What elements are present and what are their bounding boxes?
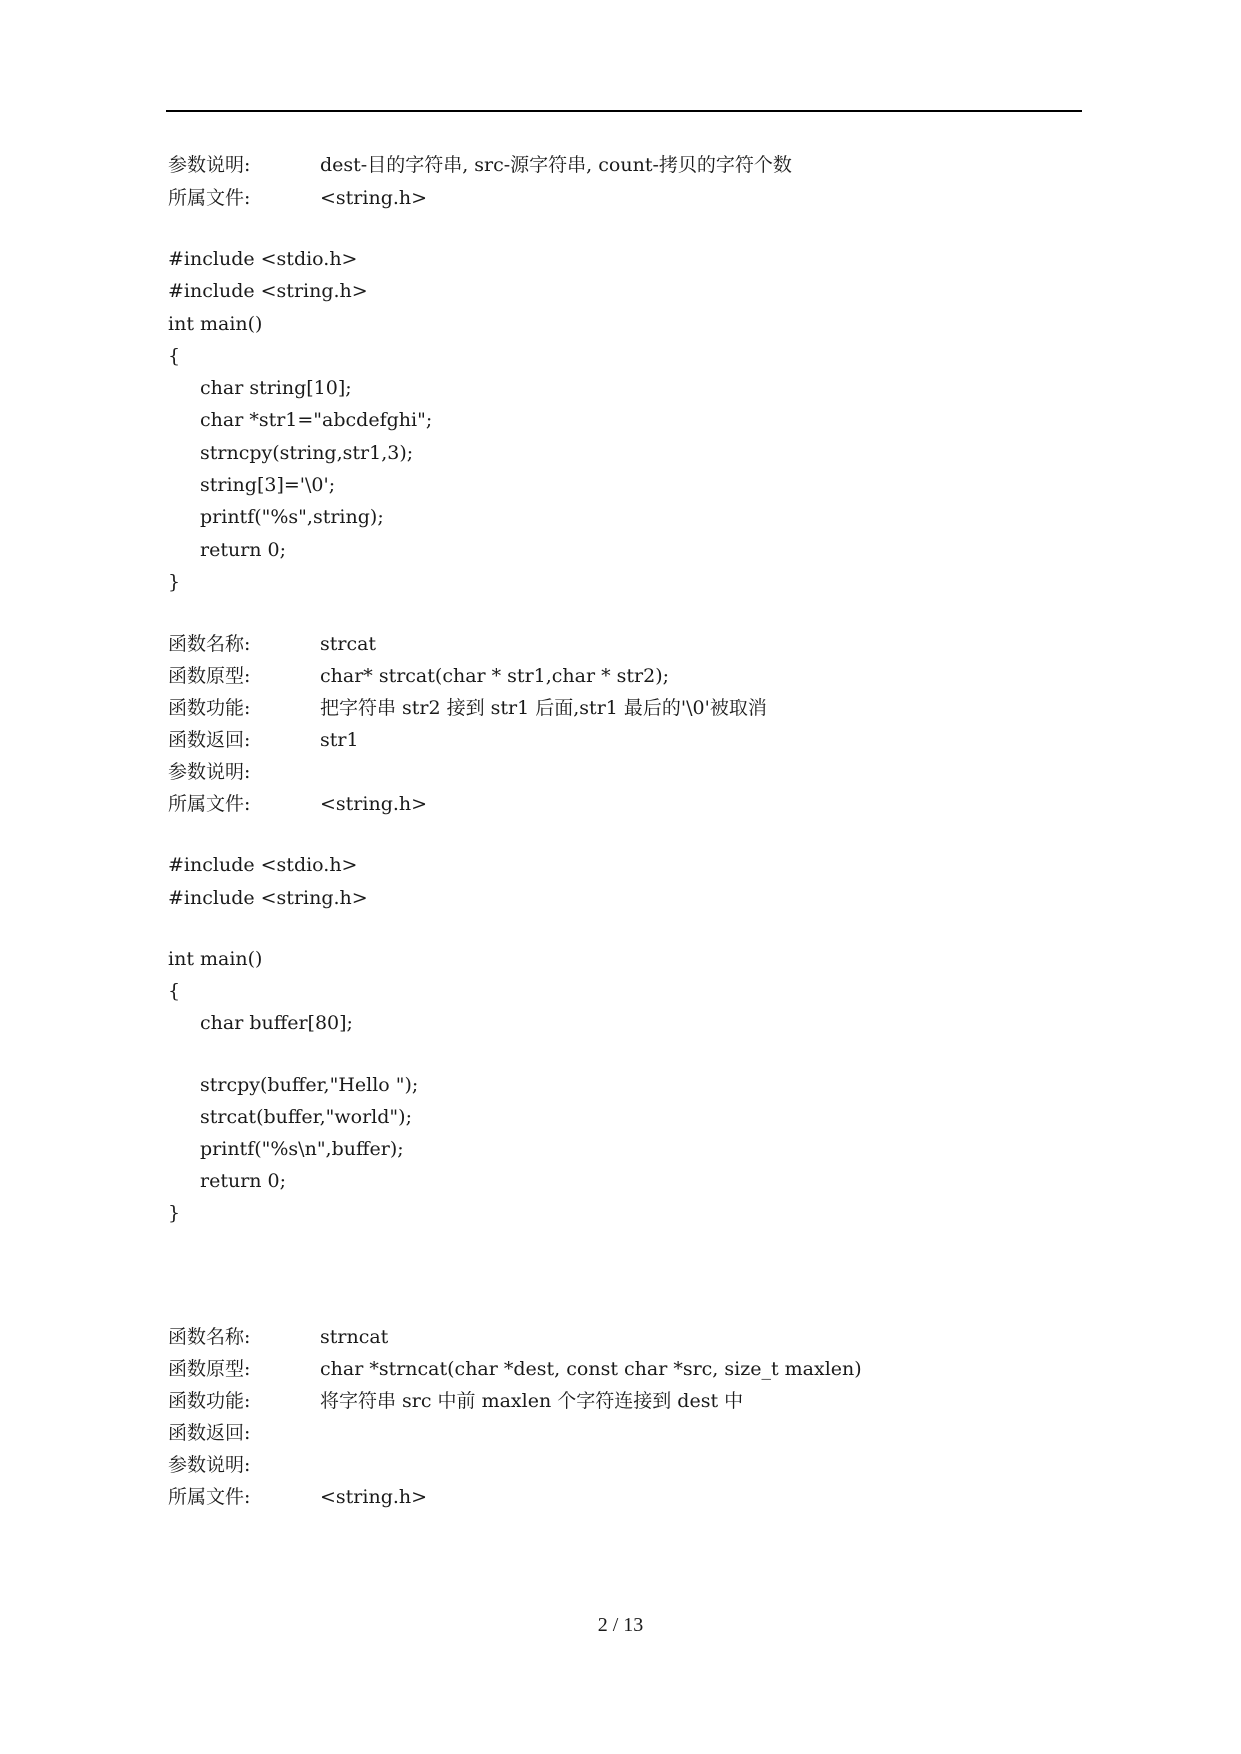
code-line: { bbox=[168, 980, 181, 1002]
ret-label: 函数返回: bbox=[168, 729, 251, 751]
code-line: int main() bbox=[168, 948, 263, 970]
strncat-name-row bbox=[168, 1325, 388, 1349]
code-line: char string[10]; bbox=[200, 377, 352, 399]
code-line: strncpy(string,str1,3); bbox=[200, 442, 414, 464]
func-value: 将字符串 src 中前 maxlen 个字符连接到 dest 中 bbox=[320, 1390, 744, 1412]
name-label: 函数名称: bbox=[168, 633, 251, 655]
code-line: } bbox=[168, 571, 181, 593]
proto-label: 函数原型: bbox=[168, 665, 251, 687]
strncat-proto-row bbox=[168, 1357, 862, 1381]
ret-label: 函数返回: bbox=[168, 1422, 251, 1444]
strcat-file-row bbox=[168, 792, 427, 816]
param-label: 参数说明: bbox=[168, 761, 251, 783]
code-line: int main() bbox=[168, 313, 263, 335]
func-label: 函数功能: bbox=[168, 697, 251, 719]
code-line: return 0; bbox=[200, 1170, 287, 1192]
code-line: #include <string.h> bbox=[168, 280, 368, 302]
strncat-func-row bbox=[168, 1389, 743, 1413]
strcat-params-row bbox=[168, 760, 320, 784]
strncpy-file-row bbox=[168, 186, 427, 210]
header-rule bbox=[166, 110, 1082, 112]
page-number: 2 / 13 bbox=[597, 1614, 644, 1636]
code-line: #include <stdio.h> bbox=[168, 854, 358, 876]
proto-label: 函数原型: bbox=[168, 1358, 251, 1380]
file-label: 所属文件: bbox=[168, 793, 251, 815]
code-line: printf("%s",string); bbox=[200, 506, 384, 528]
strcat-proto-row bbox=[168, 664, 669, 688]
file-label: 所属文件: bbox=[168, 1486, 251, 1508]
strncat-file-row bbox=[168, 1485, 427, 1509]
strncpy-params-row bbox=[168, 153, 792, 177]
file-label: 所属文件: bbox=[168, 187, 251, 209]
strncat-ret-row bbox=[168, 1421, 320, 1445]
strncat-params-row bbox=[168, 1453, 320, 1477]
param-value: dest-目的字符串, src-源字符串, count-拷贝的字符个数 bbox=[320, 154, 792, 176]
name-value: strcat bbox=[320, 633, 377, 655]
proto-value: char* strcat(char * str1,char * str2); bbox=[320, 665, 670, 687]
code-line: strcpy(buffer,"Hello "); bbox=[200, 1074, 419, 1096]
name-label: 函数名称: bbox=[168, 1326, 251, 1348]
param-label: 参数说明: bbox=[168, 1454, 251, 1476]
file-value: <string.h> bbox=[320, 793, 428, 815]
proto-value: char *strncat(char *dest, const char *src, size_t maxlen) bbox=[320, 1358, 862, 1380]
func-label: 函数功能: bbox=[168, 1390, 251, 1412]
code-line: { bbox=[168, 345, 181, 367]
code-line: } bbox=[168, 1202, 181, 1224]
code-line: strcat(buffer,"world"); bbox=[200, 1106, 412, 1128]
code-line: string[3]='\0'; bbox=[200, 474, 336, 496]
code-line: char buffer[80]; bbox=[200, 1012, 353, 1034]
code-line: printf("%s\n",buffer); bbox=[200, 1138, 404, 1160]
strcat-func-row bbox=[168, 696, 767, 720]
file-value: <string.h> bbox=[320, 187, 428, 209]
code-line: char *str1="abcdefghi"; bbox=[200, 409, 433, 431]
code-line: return 0; bbox=[200, 539, 287, 561]
param-label: 参数说明: bbox=[168, 154, 251, 176]
name-value: strncat bbox=[320, 1326, 389, 1348]
ret-value: str1 bbox=[320, 729, 359, 751]
code-line: #include <string.h> bbox=[168, 887, 368, 909]
code-line: #include <stdio.h> bbox=[168, 248, 358, 270]
strcat-ret-row bbox=[168, 728, 359, 752]
strcat-name-row bbox=[168, 632, 376, 656]
func-value: 把字符串 str2 接到 str1 后面,str1 最后的'\0'被取消 bbox=[320, 697, 767, 719]
file-value: <string.h> bbox=[320, 1486, 428, 1508]
